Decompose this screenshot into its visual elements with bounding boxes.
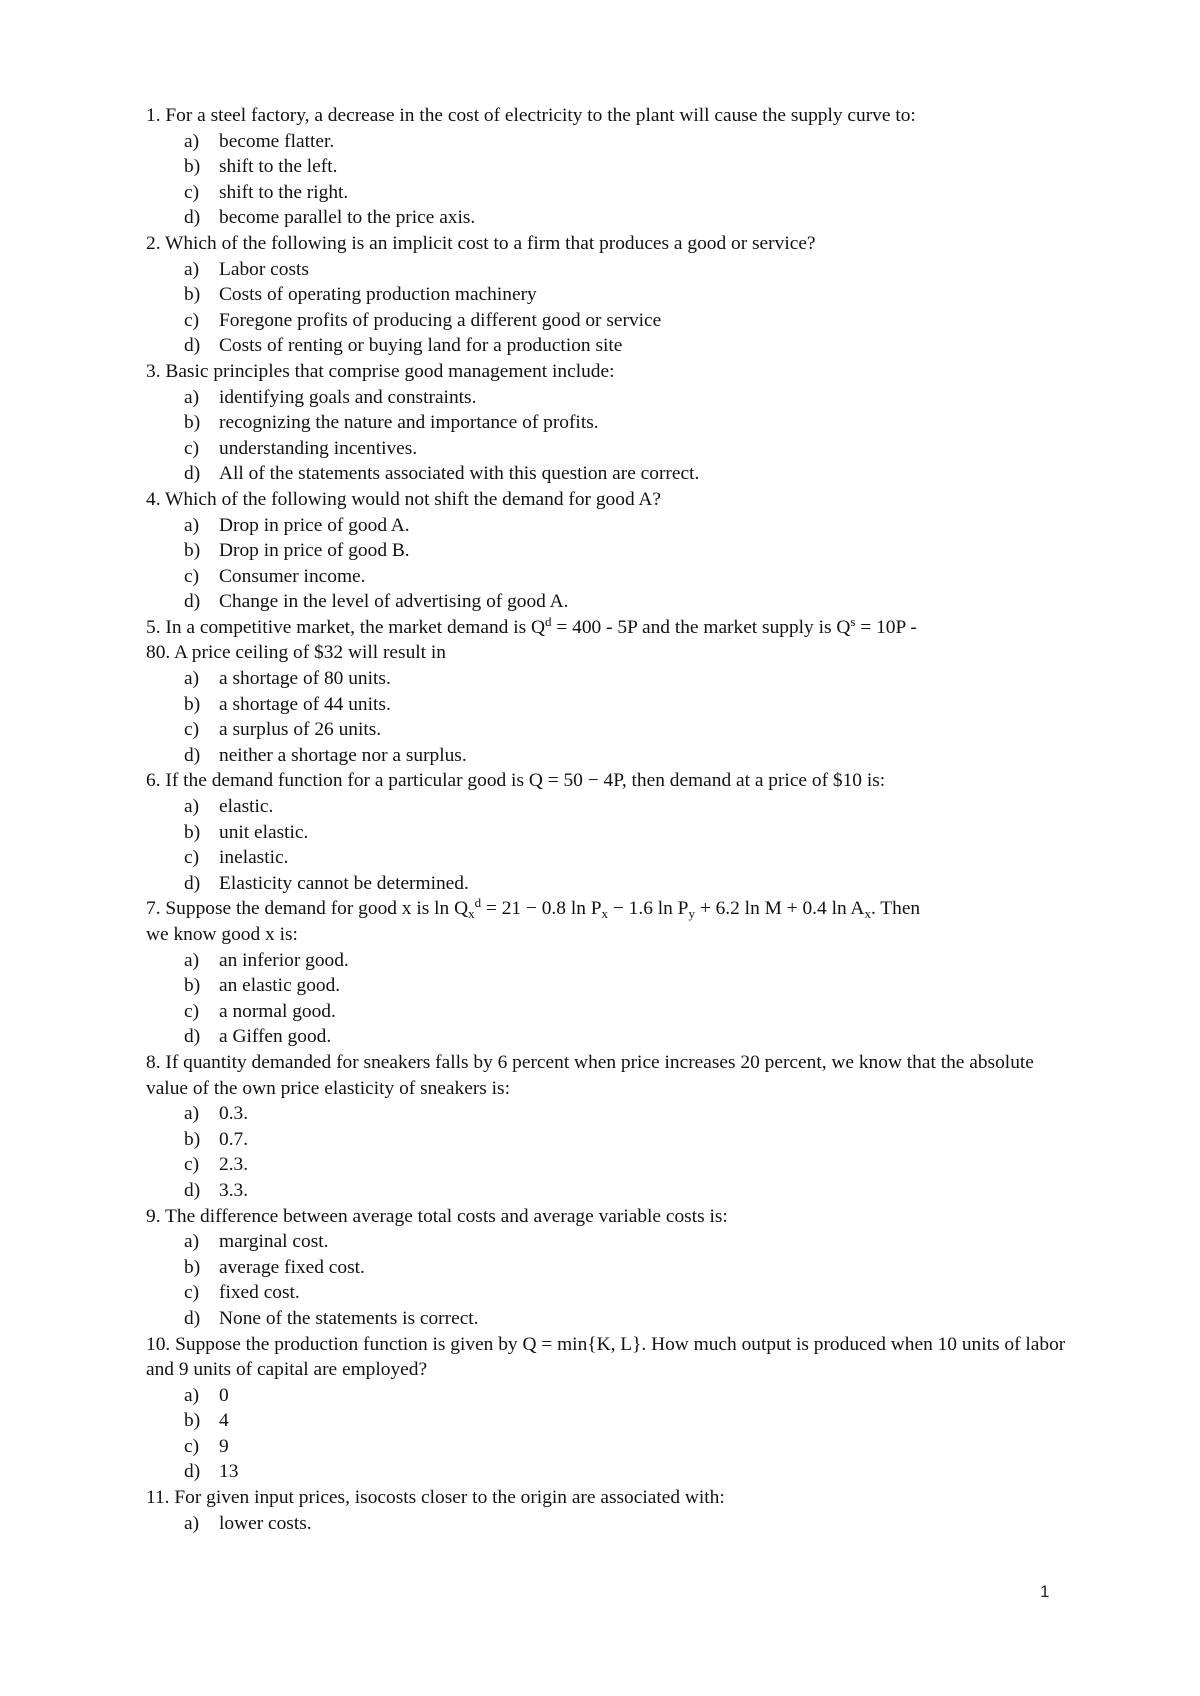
question-text-part: − 1.6 ln P — [608, 898, 689, 920]
subscript-x: x — [864, 906, 871, 922]
question-5 — [146, 615, 1066, 769]
option-text: marginal cost. — [219, 1231, 329, 1253]
document-body — [146, 103, 1066, 1536]
option-text: 9 — [219, 1435, 229, 1457]
option-letter: a) — [184, 949, 200, 971]
option-text: a Giffen good. — [219, 1026, 332, 1048]
option-letter: c) — [184, 847, 200, 869]
option-text: average fixed cost. — [219, 1256, 365, 1278]
option-text: All of the statements associated with this question are correct. — [219, 463, 700, 485]
option-a — [146, 129, 1066, 155]
option-b — [146, 820, 1066, 846]
superscript-d: d — [545, 613, 552, 629]
options-list — [146, 129, 1066, 231]
superscript-s: s — [850, 613, 856, 629]
option-a — [146, 666, 1066, 692]
options-list — [146, 1383, 1066, 1485]
options-list — [146, 1229, 1066, 1331]
question-text-part: + 6.2 ln M + 0.4 ln A — [694, 898, 865, 920]
option-b — [146, 538, 1066, 564]
question-text — [146, 896, 1066, 947]
option-letter: c) — [184, 1000, 200, 1022]
option-letter: b) — [184, 156, 201, 178]
option-text: 4 — [219, 1410, 229, 1432]
question-6 — [146, 768, 1066, 896]
option-text: shift to the right. — [219, 181, 349, 203]
subscript-x: x — [468, 906, 475, 922]
option-b — [146, 1255, 1066, 1281]
option-text: 3.3. — [219, 1179, 249, 1201]
question-1 — [146, 103, 1066, 231]
option-text: 0 — [219, 1384, 229, 1406]
options-list — [146, 794, 1066, 896]
option-letter: d) — [184, 1026, 201, 1048]
question-text-part: we know good x is: — [146, 924, 298, 945]
options-list — [146, 513, 1066, 615]
question-2 — [146, 231, 1066, 359]
option-letter: c) — [184, 309, 200, 331]
option-text: Elasticity cannot be determined. — [219, 872, 469, 894]
option-text: an inferior good. — [219, 949, 349, 971]
option-letter: c) — [184, 565, 200, 587]
option-text: identifying goals and constraints. — [219, 386, 477, 408]
question-text: 6. If the demand function for a particular good is Q = 50 − 4P, then demand at a price of $10 is: — [146, 770, 886, 792]
question-4 — [146, 487, 1066, 615]
subscript-y: y — [688, 906, 695, 922]
option-text: Labor costs — [219, 258, 309, 280]
option-text: a shortage of 44 units. — [219, 693, 391, 715]
options-list — [146, 666, 1066, 768]
question-text: 8. If quantity demanded for sneakers falls by 6 percent when price increases 20 percent, we know that the absolute value of the own price elasticity of sneakers is: — [146, 1051, 1034, 1099]
option-text: a surplus of 26 units. — [219, 719, 382, 741]
options-list — [146, 1511, 1066, 1537]
question-11 — [146, 1485, 1066, 1536]
subscript-x: x — [601, 906, 609, 922]
option-text: become flatter. — [219, 130, 335, 152]
option-letter: c) — [184, 1435, 200, 1457]
option-letter: a) — [184, 796, 200, 818]
option-letter: b) — [184, 1410, 201, 1432]
option-c — [146, 1434, 1066, 1460]
question-3 — [146, 359, 1066, 487]
question-text: 3. Basic principles that comprise good management include: — [146, 360, 615, 382]
option-d — [146, 743, 1066, 769]
option-d — [146, 333, 1066, 359]
option-a — [146, 385, 1066, 411]
option-b — [146, 282, 1066, 308]
question-9 — [146, 1204, 1066, 1332]
option-text: Foregone profits of producing a different good or service — [219, 309, 662, 331]
question-text: 10. Suppose the production function is given by Q = min{K, L}. How much output is produced when 10 units of labor and 9 units of capital are employed? — [146, 1333, 1066, 1381]
option-text: fixed cost. — [219, 1282, 300, 1304]
option-a — [146, 1383, 1066, 1409]
question-text-part: = 10P - — [855, 616, 917, 638]
option-text: Costs of renting or buying land for a production site — [219, 335, 623, 357]
question-text-part: = 400 - 5P and the market supply is Q — [551, 616, 851, 638]
question-text-part: 7. Suppose the demand for good x is ln Q — [146, 898, 469, 920]
option-d — [146, 1459, 1066, 1485]
superscript-d: d — [474, 895, 482, 911]
option-b — [146, 410, 1066, 436]
option-a — [146, 513, 1066, 539]
option-d — [146, 1306, 1066, 1332]
option-c — [146, 564, 1066, 590]
question-10 — [146, 1332, 1066, 1486]
option-text: Consumer income. — [219, 565, 366, 587]
option-letter: d) — [184, 1179, 201, 1201]
option-letter: c) — [184, 719, 200, 741]
option-text: Change in the level of advertising of good A. — [219, 591, 569, 613]
option-c — [146, 1152, 1066, 1178]
option-c — [146, 717, 1066, 743]
option-a — [146, 794, 1066, 820]
option-text: Costs of operating production machinery — [219, 284, 537, 306]
option-text: inelastic. — [219, 847, 289, 869]
options-list — [146, 385, 1066, 487]
option-text: neither a shortage nor a surplus. — [219, 744, 467, 766]
option-d — [146, 461, 1066, 487]
option-c — [146, 436, 1066, 462]
option-letter: d) — [184, 335, 201, 357]
question-text: 2. Which of the following is an implicit cost to a firm that produces a good or service? — [146, 232, 816, 254]
option-letter: d) — [184, 872, 201, 894]
option-letter: b) — [184, 1256, 201, 1278]
option-letter: d) — [184, 591, 201, 613]
option-d — [146, 1178, 1066, 1204]
option-text: unit elastic. — [219, 821, 309, 843]
option-letter: b) — [184, 412, 201, 434]
option-c — [146, 308, 1066, 334]
option-letter: a) — [184, 1384, 200, 1406]
option-c — [146, 845, 1066, 871]
option-a — [146, 1229, 1066, 1255]
option-text: None of the statements is correct. — [219, 1307, 479, 1329]
question-text — [146, 615, 1066, 666]
option-letter: c) — [184, 181, 200, 203]
question-text-part: . Then — [870, 898, 921, 920]
option-letter: c) — [184, 437, 200, 459]
option-a — [146, 1511, 1066, 1537]
option-letter: a) — [184, 258, 200, 280]
option-letter: a) — [184, 130, 200, 152]
option-text: an elastic good. — [219, 975, 341, 997]
option-letter: d) — [184, 207, 201, 229]
option-letter: b) — [184, 1128, 201, 1150]
option-letter: a) — [184, 386, 200, 408]
option-letter: d) — [184, 463, 201, 485]
option-letter: d) — [184, 1307, 201, 1329]
option-text: shift to the left. — [219, 156, 338, 178]
options-list — [146, 948, 1066, 1050]
option-letter: b) — [184, 975, 201, 997]
option-c — [146, 999, 1066, 1025]
option-b — [146, 692, 1066, 718]
options-list — [146, 1101, 1066, 1203]
option-text: 2.3. — [219, 1154, 249, 1176]
options-list — [146, 257, 1066, 359]
option-letter: b) — [184, 693, 201, 715]
option-c — [146, 180, 1066, 206]
page-number: 1 — [1040, 1582, 1050, 1601]
option-a — [146, 1101, 1066, 1127]
question-text-part: = 21 − 0.8 ln P — [481, 898, 602, 920]
option-letter: b) — [184, 284, 201, 306]
option-text: understanding incentives. — [219, 437, 418, 459]
question-text-part: 80. A price ceiling of $32 will result in — [146, 642, 446, 664]
option-text: elastic. — [219, 796, 274, 818]
option-a — [146, 948, 1066, 974]
option-a — [146, 257, 1066, 283]
option-letter: a) — [184, 514, 200, 536]
option-b — [146, 1127, 1066, 1153]
option-text: 13 — [219, 1461, 239, 1483]
question-text: 1. For a steel factory, a decrease in the cost of electricity to the plant will cause the supply curve to: — [146, 105, 916, 126]
option-b — [146, 154, 1066, 180]
question-text: 9. The difference between average total costs and average variable costs is: — [146, 1205, 728, 1227]
option-letter: a) — [184, 668, 200, 690]
option-d — [146, 205, 1066, 231]
option-letter: a) — [184, 1103, 200, 1125]
option-d — [146, 1024, 1066, 1050]
option-text: become parallel to the price axis. — [219, 207, 476, 229]
option-text: 0.3. — [219, 1103, 249, 1125]
question-text-part: 5. In a competitive market, the market demand is Q — [146, 616, 545, 638]
option-text: a normal good. — [219, 1000, 336, 1022]
option-letter: d) — [184, 744, 201, 766]
question-7 — [146, 896, 1066, 1050]
option-text: a shortage of 80 units. — [219, 668, 391, 690]
option-text: Drop in price of good B. — [219, 540, 410, 562]
option-d — [146, 871, 1066, 897]
option-letter: d) — [184, 1461, 201, 1483]
option-letter: b) — [184, 540, 201, 562]
option-text: Drop in price of good A. — [219, 514, 410, 536]
option-letter: b) — [184, 821, 201, 843]
option-c — [146, 1280, 1066, 1306]
option-b — [146, 1408, 1066, 1434]
option-letter: c) — [184, 1154, 200, 1176]
option-letter: a) — [184, 1512, 200, 1534]
option-b — [146, 973, 1066, 999]
option-letter: c) — [184, 1282, 200, 1304]
option-text: recognizing the nature and importance of profits. — [219, 412, 599, 434]
question-text: 11. For given input prices, isocosts closer to the origin are associated with: — [146, 1487, 725, 1509]
option-text: lower costs. — [219, 1512, 312, 1534]
option-d — [146, 589, 1066, 615]
option-text: 0.7. — [219, 1128, 249, 1150]
option-letter: a) — [184, 1231, 200, 1253]
question-8 — [146, 1050, 1066, 1204]
question-text: 4. Which of the following would not shift the demand for good A? — [146, 488, 662, 510]
